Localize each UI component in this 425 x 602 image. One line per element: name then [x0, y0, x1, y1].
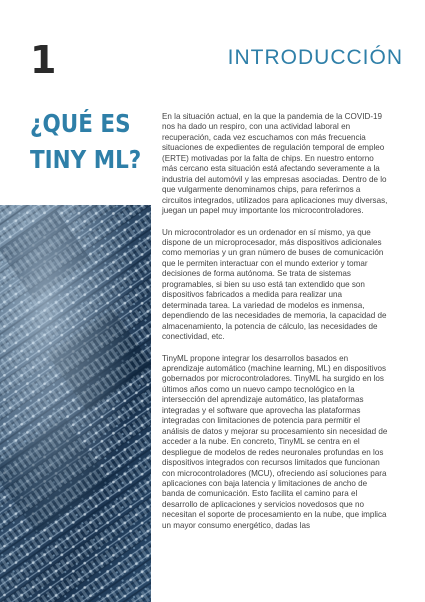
- side-heading: [30, 106, 142, 178]
- paragraph: Un microcontrolador es un ordenador en sí mismo, ya que dispone de un microprocesador, más dispositivos adicionales como memorias y un gran número de buses de comunicación que le permiten interactuar con el mundo exterior y tomar decisiones de forma autónoma. Se trata de sistemas programables, si bien su uso está tan extendido que son dispositivos fabricados a medida para realizar una determinada tarea. La variedad de modelos es inmensa, dependiendo de las necesidades de memoria, la capacidad de almacenamiento, la potencia de cálculo, las necesidades de conectividad, etc.: [162, 227, 387, 342]
- chapter-title: INTRODUCCIÓN: [227, 46, 403, 69]
- side-heading-line-1: ¿QUÉ ES: [30, 109, 131, 138]
- side-heading-line-2: TINY ML?: [30, 145, 142, 174]
- paragraph: En la situación actual, en la que la pandemia de la COVID-19 nos ha dado un respiro, con una actividad laboral en recuperación, cada vez escuchamos con más frecuencia situaciones de expedientes de regulación temporal de empleo (ERTE) motivadas por la falta de chips. En nuestro entorno más cercano esta situación está afectando severamente a la industria del automóvil y las empresas asociadas. Dentro de lo que vulgarmente denominamos chips, para referirnos a circuitos integrados, utilizados para aplicaciones muy diversas, juegan un papel muy importante los microcontroladores.: [162, 112, 388, 216]
- body-text: [162, 112, 388, 542]
- chapter-number: 1: [30, 38, 57, 82]
- circuit-board-icon: [0, 205, 151, 602]
- circuit-board-photo: [0, 205, 151, 602]
- paragraph: TinyML propone integrar los desarrollos basados en aprendizaje automático (machine learning, ML) en dispositivos gobernados por microcontroladores. TinyML ha surgido en los últimos años como un nuevo campo tecnológico en la intersección del aprendizaje automático, las plataformas integradas y el software que aprovecha las plataformas integradas con limitaciones de potencia para permitir el análisis de datos y mejorar su procesamiento sin necesidad de acceder a la nube. En concreto, TinyML se centra en el despliegue de modelos de redes neuronales profundas en los dispositivos integrados con recursos limitados que funcionan con microcontroladores (MCU), ofreciendo así soluciones para aplicaciones con baja latencia y limitaciones de ancho de banda de comunicación. Esto facilita el camino para el desarrollo de aplicaciones y servicios novedosos que no necesitan el soporte de procesamiento en la nube, que implica un mayor consumo energético, dadas las: [162, 353, 388, 530]
